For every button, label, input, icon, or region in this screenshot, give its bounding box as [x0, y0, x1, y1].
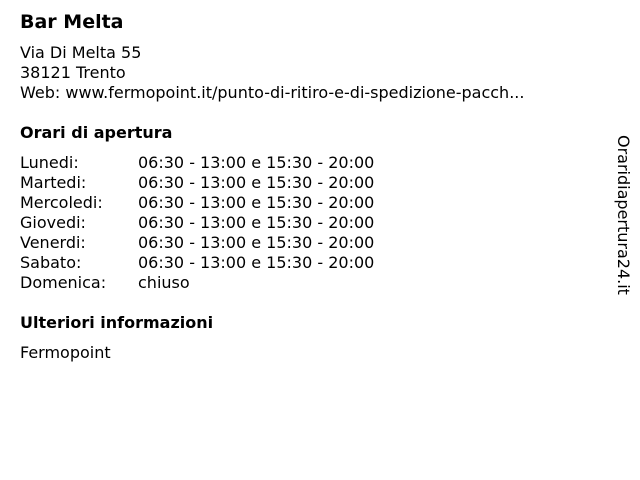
hours-time: chiuso: [138, 273, 190, 292]
site-watermark-text: Oraridiapertura24.it: [614, 135, 633, 295]
business-name: Bar Melta: [20, 11, 124, 33]
opening-hours-table: [20, 153, 374, 293]
hours-time: 06:30 - 13:00 e 15:30 - 20:00: [138, 173, 375, 192]
hours-day: Martedi:: [20, 173, 87, 192]
additional-info-text: Fermopoint: [20, 343, 111, 362]
hours-day: Domenica:: [20, 273, 107, 292]
hours-time: 06:30 - 13:00 e 15:30 - 20:00: [138, 193, 375, 212]
website-link[interactable]: www.fermopoint.it/punto-di-ritiro-e-di-spedizione-pacch...: [65, 83, 525, 102]
hours-time: 06:30 - 13:00 e 15:30 - 20:00: [138, 253, 375, 272]
hours-row: [20, 213, 374, 233]
opening-hours-heading: Orari di apertura: [20, 123, 173, 142]
hours-row: [20, 253, 374, 273]
site-watermark: [612, 135, 634, 335]
hours-row: [20, 153, 374, 173]
hours-day: Lunedi:: [20, 153, 79, 172]
business-card: [20, 10, 600, 363]
hours-time: 06:30 - 13:00 e 15:30 - 20:00: [138, 233, 375, 252]
hours-row: [20, 233, 374, 253]
address-block: [20, 43, 600, 103]
street-address: Via Di Melta 55: [20, 43, 142, 62]
website-label: Web:: [20, 83, 61, 102]
hours-day: Venerdi:: [20, 233, 86, 252]
additional-info-heading: Ulteriori informazioni: [20, 313, 214, 332]
hours-day: Mercoledi:: [20, 193, 103, 212]
hours-row: [20, 193, 374, 213]
postal-city: 38121 Trento: [20, 63, 126, 82]
hours-row: [20, 273, 374, 293]
hours-day: Giovedi:: [20, 213, 86, 232]
opening-hours-body: [20, 153, 374, 293]
hours-time: 06:30 - 13:00 e 15:30 - 20:00: [138, 213, 375, 232]
hours-day: Sabato:: [20, 253, 82, 272]
hours-time: 06:30 - 13:00 e 15:30 - 20:00: [138, 153, 375, 172]
hours-row: [20, 173, 374, 193]
website-line: [20, 83, 600, 103]
